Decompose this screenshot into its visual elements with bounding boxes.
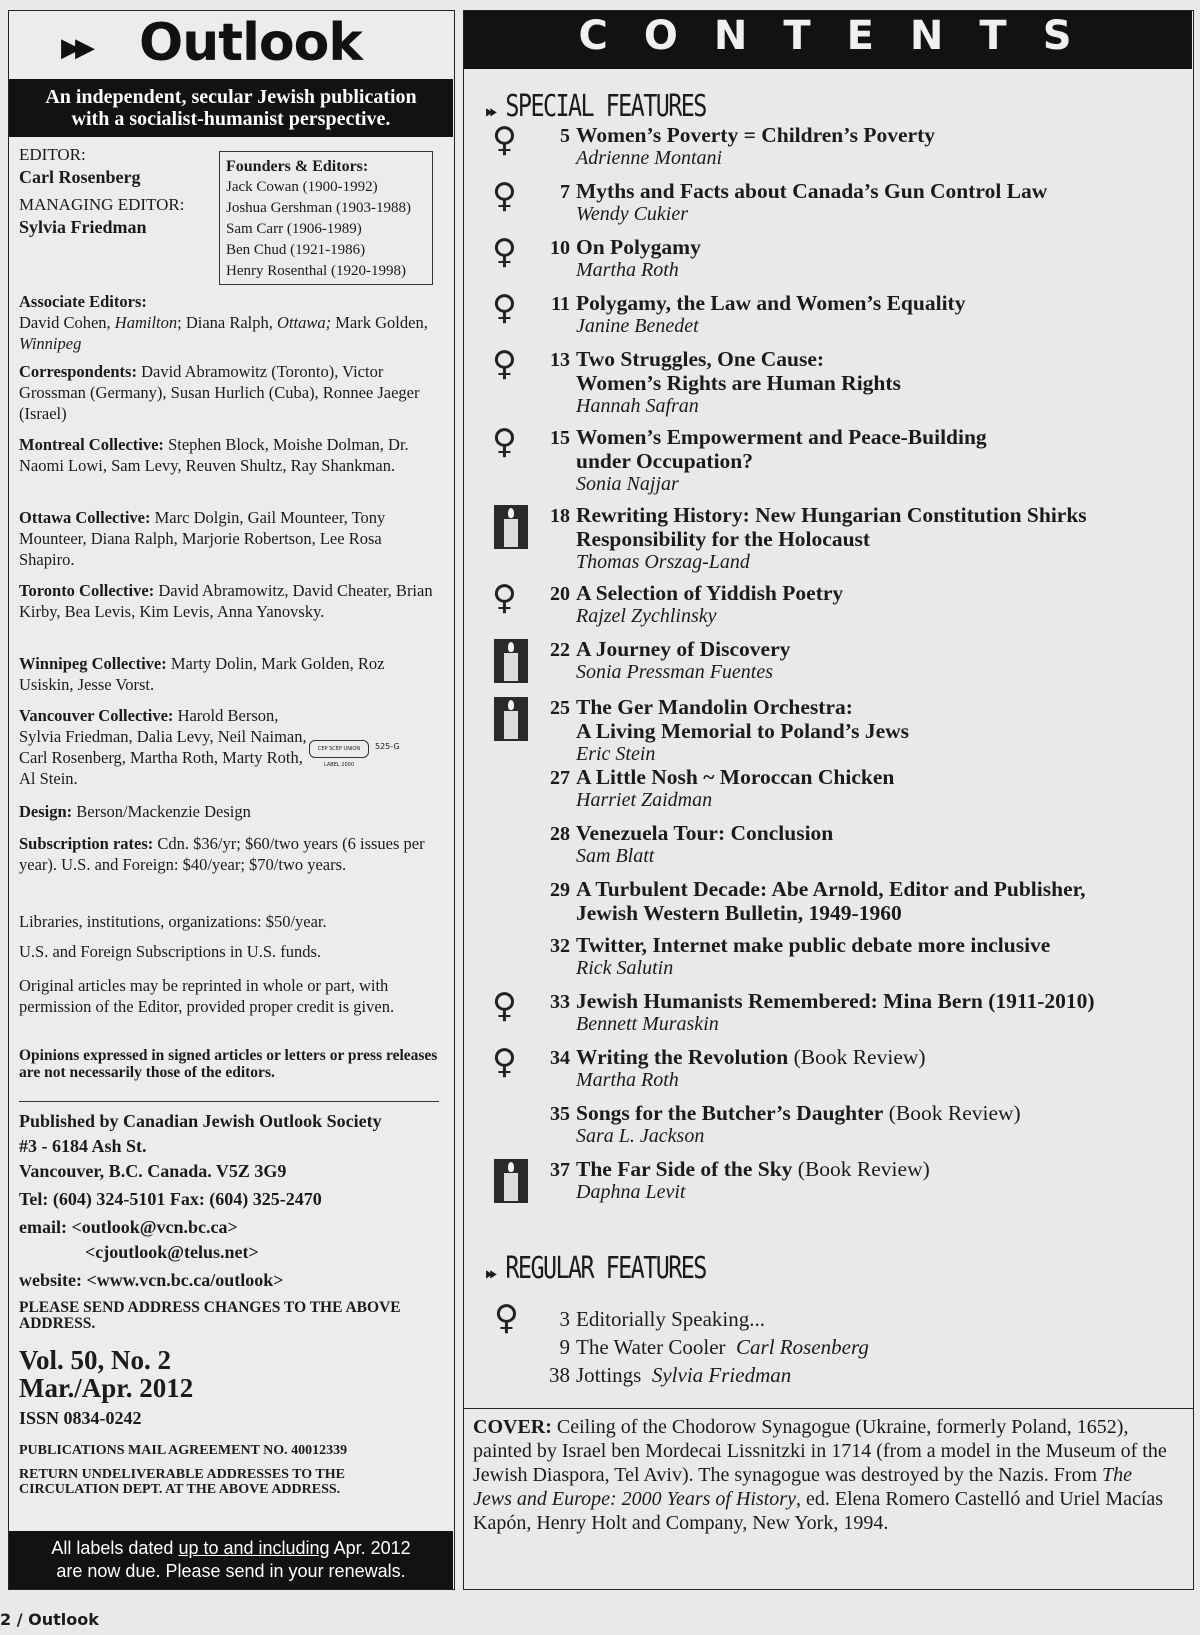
toc-title-text: Rewriting History: New Hungarian Constitution Shirks	[576, 503, 1087, 527]
toc-page-number: 11	[551, 293, 570, 315]
toc-title	[576, 1157, 1176, 1181]
toc-title-text: Polygamy, the Law and Women’s Equality	[576, 291, 966, 315]
subscription-label: Subscription rates:	[19, 834, 154, 853]
regular-title: The Water Cooler	[576, 1335, 726, 1359]
toc-title-text: Venezuela Tour: Conclusion	[576, 821, 834, 845]
founder-item: Jack Cowan (1900-1992)	[226, 179, 378, 195]
toc-page-number: 5	[560, 125, 570, 147]
venus-glyph: ♀	[492, 176, 517, 216]
toc-title	[576, 581, 1176, 605]
libraries-rate: Libraries, institutions, organizations: $50/year.	[19, 912, 327, 931]
regular-title-wrap	[576, 1363, 791, 1388]
toc-page-number: 25	[550, 697, 570, 719]
subscription-rates	[19, 833, 439, 875]
vancouver-collective	[19, 705, 309, 789]
opinions-note: Opinions expressed in signed articles or letters or press releases are not necessarily those of the editors.	[19, 1047, 438, 1081]
toc-title-text: A Little Nosh ~ Moroccan Chicken	[576, 765, 895, 789]
cover-book-title: The Jews and Europe: 2000 Years of History	[473, 1464, 1133, 1510]
associate-label: Associate Editors:	[19, 292, 147, 311]
regular-features-heading	[486, 1251, 706, 1286]
winnipeg-text: Marty Dolin, Mark Golden, Roz Usiskin, Jesse Vorst.	[19, 654, 385, 694]
toc-author: Adrienne Montani	[576, 147, 723, 169]
toc-author: Daphna Levit	[576, 1181, 686, 1203]
tagline-line-2: with a socialist-humanist perspective.	[71, 108, 391, 130]
toc-author: Rick Salutin	[576, 957, 674, 979]
toc-page-number: 15	[550, 427, 570, 449]
venus-glyph: ♀	[492, 422, 517, 462]
ottawa-label: Ottawa Collective:	[19, 508, 151, 527]
associate-name: Mark Golden,	[331, 313, 428, 332]
toc-author: Janine Benedet	[576, 315, 699, 337]
toc-title	[576, 1101, 1176, 1125]
editor-label: EDITOR:	[19, 145, 86, 164]
founders-title: Founders & Editors:	[226, 158, 369, 175]
toc-author: Sonia Pressman Fuentes	[576, 661, 774, 683]
reprint-note: Original articles may be reprinted in whole or part, with permission of the Editor, provided proper credit is given.	[19, 976, 395, 1016]
publisher-city: Vancouver, B.C. Canada. V5Z 3G9	[19, 1161, 287, 1181]
masthead-panel	[8, 10, 455, 1590]
toc-title-text: On Polygamy	[576, 235, 701, 259]
toc-title-text: Songs for the Butcher’s Daughter	[576, 1101, 884, 1125]
toc-page-number: 27	[550, 767, 570, 789]
managing-editor-name: Sylvia Friedman	[19, 217, 147, 237]
toc-title	[576, 989, 1176, 1013]
toc-title-text: Responsibility for the Holocaust	[576, 527, 871, 551]
montreal-text: Stephen Block, Moishe Dolman, Dr. Naomi Lowi, Sam Levy, Reuven Shultz, Ray Shankman.	[19, 435, 409, 475]
section-arrow-icon: ▶▶	[486, 1266, 495, 1282]
funds-note: U.S. and Foreign Subscriptions in U.S. funds.	[19, 942, 322, 961]
winnipeg-label: Winnipeg Collective:	[19, 654, 167, 673]
contents-title: CONTENTS	[578, 13, 1108, 59]
toc-title-text: Myths and Facts about Canada’s Gun Control Law	[576, 179, 1048, 203]
toc-title	[576, 425, 1176, 473]
renewal-banner	[9, 1531, 453, 1589]
toc-author: Wendy Cukier	[576, 203, 689, 225]
cover-label: COVER:	[473, 1416, 552, 1438]
publisher-line: Published by Canadian Jewish Outlook Society	[19, 1111, 382, 1131]
tagline-line-1: An independent, secular Jewish publication	[45, 86, 417, 108]
volume-number: Vol. 50, No. 2	[19, 1345, 172, 1375]
founder-item: Ben Chud (1921-1986)	[226, 242, 366, 258]
founder-item: Joshua Gershman (1903-1988)	[226, 200, 411, 216]
publisher-website[interactable]: website: <www.vcn.bc.ca/outlook>	[19, 1270, 284, 1290]
toc-page-number: 20	[550, 583, 570, 605]
managing-editor-label: MANAGING EDITOR:	[19, 195, 185, 214]
toc-title-suffix: (Book Review)	[792, 1157, 930, 1181]
toc-author: Sam Blatt	[576, 845, 655, 867]
union-label-logo	[309, 734, 409, 768]
toc-page-number: 32	[550, 935, 570, 957]
logo-row	[9, 11, 453, 73]
logo-arrows-icon: ▶▶	[61, 33, 89, 63]
toc-title	[576, 933, 1176, 957]
renewal-text: Apr. 2012	[329, 1538, 411, 1558]
toc-title-text: Jewish Western Bulletin, 1949-1960	[576, 901, 902, 925]
regular-author: Sylvia Friedman	[651, 1363, 792, 1387]
toc-author: Eric Stein	[576, 743, 656, 765]
founder-item: Henry Rosenthal (1920-1998)	[226, 263, 406, 279]
founder-item: Sam Carr (1906-1989)	[226, 221, 362, 237]
special-features-label: SPECIAL FEATURES	[505, 89, 706, 124]
venus-glyph: ♀	[492, 578, 517, 618]
associate-city: Winnipeg	[19, 334, 82, 353]
renewal-emphasis: up to and including	[178, 1538, 330, 1558]
toc-page-number: 33	[550, 991, 570, 1013]
toc-title-text: Women’s Rights are Human Rights	[576, 371, 901, 395]
associate-editors	[19, 291, 439, 354]
associate-city: Hamilton	[114, 313, 178, 332]
renewal-line-1	[9, 1537, 453, 1560]
venus-glyph: ♀	[492, 986, 517, 1026]
toc-title-text: A Turbulent Decade: Abe Arnold, Editor and Publisher,	[576, 877, 1086, 901]
toc-title	[576, 503, 1176, 551]
ottawa-collective	[19, 507, 439, 570]
cover-caption-box	[463, 1408, 1194, 1590]
editor-name: Carl Rosenberg	[19, 167, 141, 187]
ottawa-text: Marc Dolgin, Gail Mounteer, Tony Mounteer, Diana Ralph, Marjorie Robertson, Lee Rosa Shapiro.	[19, 508, 386, 569]
toronto-label: Toronto Collective:	[19, 581, 155, 600]
toc-page-number: 28	[550, 823, 570, 845]
toc-title	[576, 179, 1176, 203]
toronto-collective	[19, 580, 439, 622]
toc-title	[576, 123, 1176, 147]
toc-title	[576, 235, 1176, 259]
renewal-line-2: are now due. Please send in your renewals.	[56, 1561, 406, 1581]
mail-agreement: PUBLICATIONS MAIL AGREEMENT NO. 40012339	[19, 1443, 348, 1458]
design-text: Berson/Mackenzie Design	[76, 802, 251, 821]
design-credit	[19, 801, 439, 822]
toc-title-text: Twitter, Internet make public debate more inclusive	[576, 933, 1051, 957]
regular-author: Carl Rosenberg	[736, 1335, 869, 1359]
toc-title	[576, 1045, 1176, 1069]
correspondents-text: David Abramowitz (Toronto), Victor Grossman (Germany), Susan Hurlich (Cuba), Ronnee Jaeger (Israel)	[19, 362, 420, 423]
toc-page-number: 18	[550, 505, 570, 527]
toc-title	[576, 347, 1176, 395]
toc-title-suffix: (Book Review)	[788, 1045, 926, 1069]
toc-page-number: 35	[550, 1103, 570, 1125]
toc-title-text: Writing the Revolution	[576, 1045, 789, 1069]
return-note: RETURN UNDELIVERABLE ADDRESSES TO THE CIRCULATION DEPT. AT THE ABOVE ADDRESS.	[19, 1467, 345, 1497]
toc-title-suffix: (Book Review)	[883, 1101, 1021, 1125]
toc-title	[576, 877, 1176, 925]
toc-author: Sara L. Jackson	[576, 1125, 705, 1147]
founders-box	[219, 151, 433, 285]
regular-title-wrap	[576, 1307, 765, 1332]
regular-page-number: 38	[549, 1363, 570, 1387]
contents-panel	[463, 10, 1194, 1590]
toc-page-number: 10	[550, 237, 570, 259]
toc-author: Bennett Muraskin	[576, 1013, 719, 1035]
regular-title: Jottings	[576, 1363, 642, 1387]
venus-icon: ♀	[494, 1298, 519, 1338]
issue-volume	[19, 1346, 193, 1402]
vancouver-label: Vancouver Collective:	[19, 706, 174, 725]
montreal-label: Montreal Collective:	[19, 435, 164, 454]
venus-glyph: ♀	[492, 232, 517, 272]
tagline	[9, 79, 453, 137]
toc-title-text: Jewish Humanists Remembered: Mina Bern (1911-2010)	[576, 989, 1095, 1013]
divider	[19, 1101, 439, 1102]
toronto-text: David Abramowitz, David Cheater, Brian Kirby, Bea Levis, Kim Levis, Anna Yanovsky.	[19, 581, 433, 621]
publisher-phone: Tel: (604) 324-5101 Fax: (604) 325-2470	[19, 1189, 322, 1209]
cover-text: , ed. Elena Romero Castelló and Uriel Macías Kapón, Henry Holt and Company, New York, 1994.	[473, 1488, 1164, 1534]
issue-date: Mar./Apr. 2012	[19, 1373, 194, 1403]
toc-title	[576, 821, 1176, 845]
publisher-email[interactable]: email: <outlook@vcn.bc.ca>	[19, 1217, 238, 1237]
toc-title-text: The Ger Mandolin Orchestra:	[576, 695, 853, 719]
toc-title-text: A Journey of Discovery	[576, 637, 791, 661]
correspondents	[19, 361, 439, 424]
regular-page-number: 9	[559, 1335, 570, 1359]
associate-name: David Cohen,	[19, 313, 115, 332]
toc-title-text: Women’s Empowerment and Peace-Building	[576, 425, 987, 449]
toc-title-text: under Occupation?	[576, 449, 754, 473]
address-change-note: PLEASE SEND ADDRESS CHANGES TO THE ABOVE ADDRESS.	[19, 1299, 401, 1332]
page-footer: 2 / Outlook	[0, 1610, 99, 1629]
toc-page-number: 34	[550, 1047, 570, 1069]
regular-page-number: 3	[559, 1307, 570, 1331]
renewal-text: All labels dated	[51, 1538, 179, 1558]
toc-title-text: A Living Memorial to Poland’s Jews	[576, 719, 910, 743]
regular-features-label: REGULAR FEATURES	[505, 1251, 706, 1286]
design-label: Design:	[19, 802, 73, 821]
toc-page-number: 13	[550, 349, 570, 371]
publisher-address: #3 - 6184 Ash St.	[19, 1136, 147, 1156]
associate-name: ; Diana Ralph,	[177, 313, 278, 332]
toc-author: Martha Roth	[576, 1069, 679, 1091]
montreal-collective	[19, 434, 439, 476]
toc-title	[576, 291, 1176, 315]
toc-author: Thomas Orszag-Land	[576, 551, 750, 573]
toc-title	[576, 695, 1176, 743]
toc-author: Rajzel Zychlinsky	[576, 605, 717, 627]
logo: Outlook	[139, 13, 362, 73]
venus-glyph: ♀	[492, 344, 517, 384]
associate-city: Ottawa;	[277, 313, 332, 332]
correspondents-label: Correspondents:	[19, 362, 137, 381]
venus-glyph: ♀	[492, 1042, 517, 1082]
venus-glyph: ♀	[492, 120, 517, 160]
regular-title: Editorially Speaking...	[576, 1307, 765, 1331]
issn: ISSN 0834-0242	[19, 1408, 142, 1428]
regular-title-wrap	[576, 1335, 869, 1360]
vancouver-text: Harold Berson, Sylvia Friedman, Dalia Levy, Neil Naiman, Carl Rosenberg, Martha Roth, Marty Roth, Al Stein.	[19, 706, 307, 788]
publisher-email-2[interactable]: <cjoutlook@telus.net>	[85, 1242, 259, 1262]
toc-author: Martha Roth	[576, 259, 679, 281]
special-features-heading	[486, 89, 706, 124]
toc-page-number: 22	[550, 639, 570, 661]
subscription-text: Cdn. $36/yr; $60/two years (6 issues per year). U.S. and Foreign: $40/year; $70/two years.	[19, 834, 425, 874]
toc-author: Sonia Najjar	[576, 473, 679, 495]
winnipeg-collective	[19, 653, 439, 695]
union-label-code: 525-G	[375, 742, 400, 751]
toc-author: Hannah Safran	[576, 395, 699, 417]
toc-page-number: 37	[550, 1159, 570, 1181]
section-arrow-icon: ▶▶	[486, 104, 495, 120]
venus-glyph: ♀	[492, 288, 517, 328]
cover-caption	[473, 1415, 1173, 1535]
toc-title-text: A Selection of Yiddish Poetry	[576, 581, 844, 605]
union-label-icon: CEP SCEP UNION LABEL 2000	[309, 740, 369, 758]
toc-author: Harriet Zaidman	[576, 789, 713, 811]
toc-title-text: The Far Side of the Sky	[576, 1157, 793, 1181]
toc-title-text: Women’s Poverty = Children’s Poverty	[576, 123, 935, 147]
cover-text: Ceiling of the Chodorow Synagogue (Ukraine, formerly Poland, 1652), painted by Israel ben Mordecai Lissnitzki in 1714 (from a model in the Museum of the Jewish Diaspora, Tel Aviv). The synagogue was destroyed by the Nazis. From	[473, 1416, 1167, 1486]
toc-title	[576, 637, 1176, 661]
toc-title	[576, 765, 1176, 789]
toc-page-number: 7	[560, 181, 570, 203]
toc-page-number: 29	[550, 879, 570, 901]
toc-title-text: Two Struggles, One Cause:	[576, 347, 825, 371]
